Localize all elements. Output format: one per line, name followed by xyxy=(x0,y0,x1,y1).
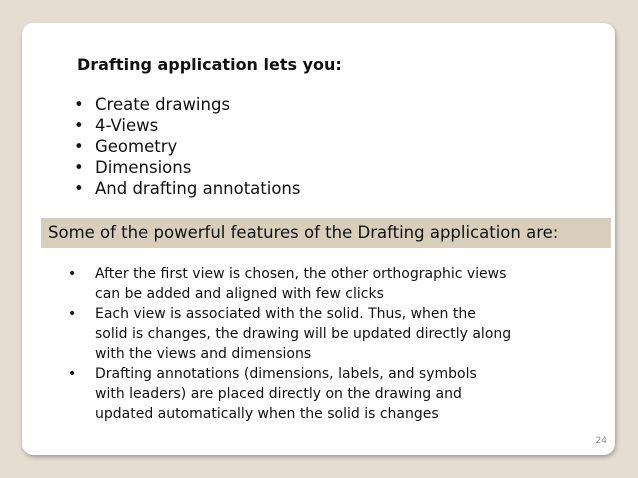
highlight-banner: Some of the powerful features of the Drafting application are: xyxy=(41,218,611,248)
list-item xyxy=(74,94,301,115)
list-item xyxy=(74,136,301,157)
bullet-icon: • xyxy=(74,179,84,198)
page-number: 24 xyxy=(595,436,607,446)
list-item-text: And drafting annotations xyxy=(95,179,301,198)
bullet-icon: • xyxy=(68,366,77,382)
list-item xyxy=(74,115,301,136)
list-item-text: After the first view is chosen, the other orthographic views can be added and aligned with few clicks xyxy=(95,266,507,302)
bullet-icon: • xyxy=(74,158,84,177)
list-item-text: Geometry xyxy=(95,137,178,156)
bullet-icon: • xyxy=(74,95,84,114)
feature-list xyxy=(74,94,301,199)
slide-heading: Drafting application lets you: xyxy=(77,55,342,74)
list-item-text: Dimensions xyxy=(95,158,192,177)
bullet-icon: • xyxy=(68,306,77,322)
list-item xyxy=(74,178,301,199)
powerful-features-list xyxy=(68,264,588,424)
bullet-icon: • xyxy=(74,116,84,135)
list-item xyxy=(68,264,588,304)
list-item-text: Create drawings xyxy=(95,95,231,114)
list-item xyxy=(74,157,301,178)
bullet-icon: • xyxy=(68,266,77,282)
list-item xyxy=(68,304,588,364)
list-item-text: 4-Views xyxy=(95,116,159,135)
bullet-icon: • xyxy=(74,137,84,156)
list-item-text: Each view is associated with the solid. Thus, when the solid is changes, the drawing will be updated directly along with the views and dimensions xyxy=(95,306,512,362)
list-item xyxy=(68,364,588,424)
list-item-text: Drafting annotations (dimensions, labels, and symbols with leaders) are placed directly on the drawing and updated automatically when the solid is changes xyxy=(95,366,477,422)
